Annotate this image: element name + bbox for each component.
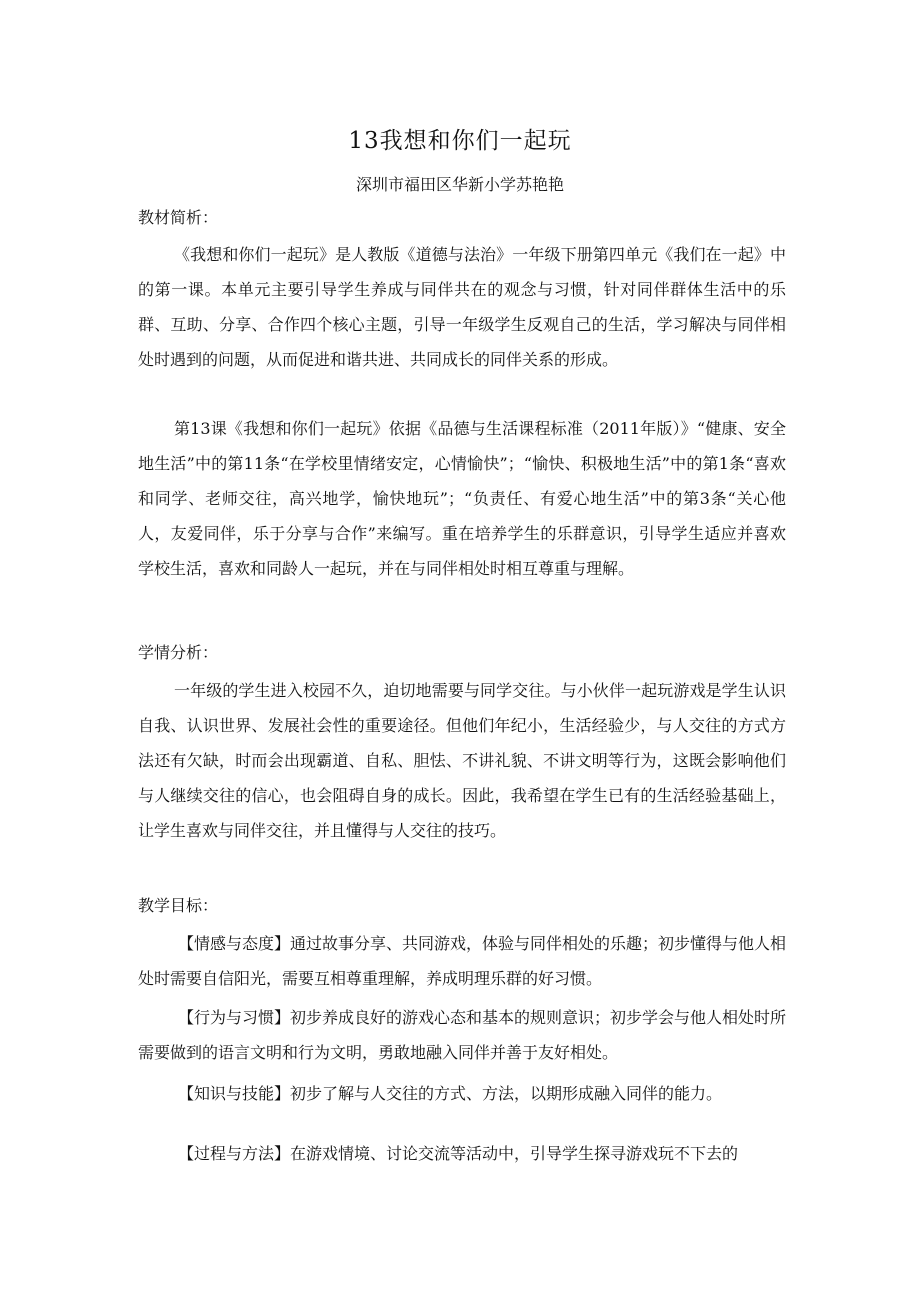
section-heading-teaching-goals: 教学目标： xyxy=(138,896,219,915)
document-title: 13我想和你们一起玩 xyxy=(348,128,572,154)
paragraph-curriculum-basis: 第13课《我想和你们一起玩》依据《品德与生活课程标准（2011年版）》“健康、安全地生活”中的第11条“在学校里情绪安定，心情愉快”；“愉快、积极地生活”中的第1条“喜欢和同学、老师交往，高兴地学，愉快地玩”；“负责任、有爱心地生活”中的第3条“关心他人，友爱同伴，乐于分享与合作”来编写。重在培养学生的乐群意识，引导学生适应并喜欢学校生活，喜欢和同龄人一起玩，并在与同伴相处时相互尊重与理解。 xyxy=(138,419,786,578)
paragraph-textbook-intro: 《我想和你们一起玩》是人教版《道德与法治》一年级下册第四单元《我们在一起》中的第一课。本单元主要引导学生养成与同伴共在的观念与习惯，针对同伴群体生活中的乐群、互助、分享、合作四个核心主题，引导一年级学生反观自己的生活，学习解决与同伴相处时遇到的问题，从而促进和谐共进、共同成长的同伴关系的形成。 xyxy=(138,245,786,369)
paragraph-goal-process-method: 【过程与方法】在游戏情境、讨论交流等活动中，引导学生探寻游戏玩不下去的 xyxy=(178,1144,739,1163)
author-line: 深圳市福田区华新小学苏艳艳 xyxy=(355,175,564,194)
paragraph-goal-knowledge-skill: 【知识与技能】初步了解与人交往的方式、方法，以期形成融入同伴的能力。 xyxy=(178,1084,723,1103)
paragraph-goal-emotion-attitude: 【情感与态度】通过故事分享、共同游戏，体验与同伴相处的乐趣；初步懂得与他人相处时需要自信阳光，需要互相尊重理解，养成明理乐群的好习惯。 xyxy=(138,934,787,988)
paragraph-goal-behavior-habit: 【行为与习惯】初步养成良好的游戏心态和基本的规则意识；初步学会与他人相处时所需要做到的语言文明和行为文明，勇敢地融入同伴并善于友好相处。 xyxy=(138,1008,787,1062)
section-heading-student-analysis: 学情分析： xyxy=(138,643,219,662)
section-heading-textbook-analysis: 教材简析： xyxy=(138,208,219,227)
paragraph-student-analysis: 一年级的学生进入校园不久，迫切地需要与同学交往。与小伙伴一起玩游戏是学生认识自我、认识世界、发展社会性的重要途径。但他们年纪小，生活经验少，与人交往的方式方法还有欠缺，时而会出现霸道、自私、胆怯、不讲礼貌、不讲文明等行为，这既会影响他们与人继续交往的信心，也会阻碍自身的成长。因此，我希望在学生已有的生活经验基础上，让学生喜欢与同伴交往，并且懂得与人交往的技巧。 xyxy=(138,681,786,840)
